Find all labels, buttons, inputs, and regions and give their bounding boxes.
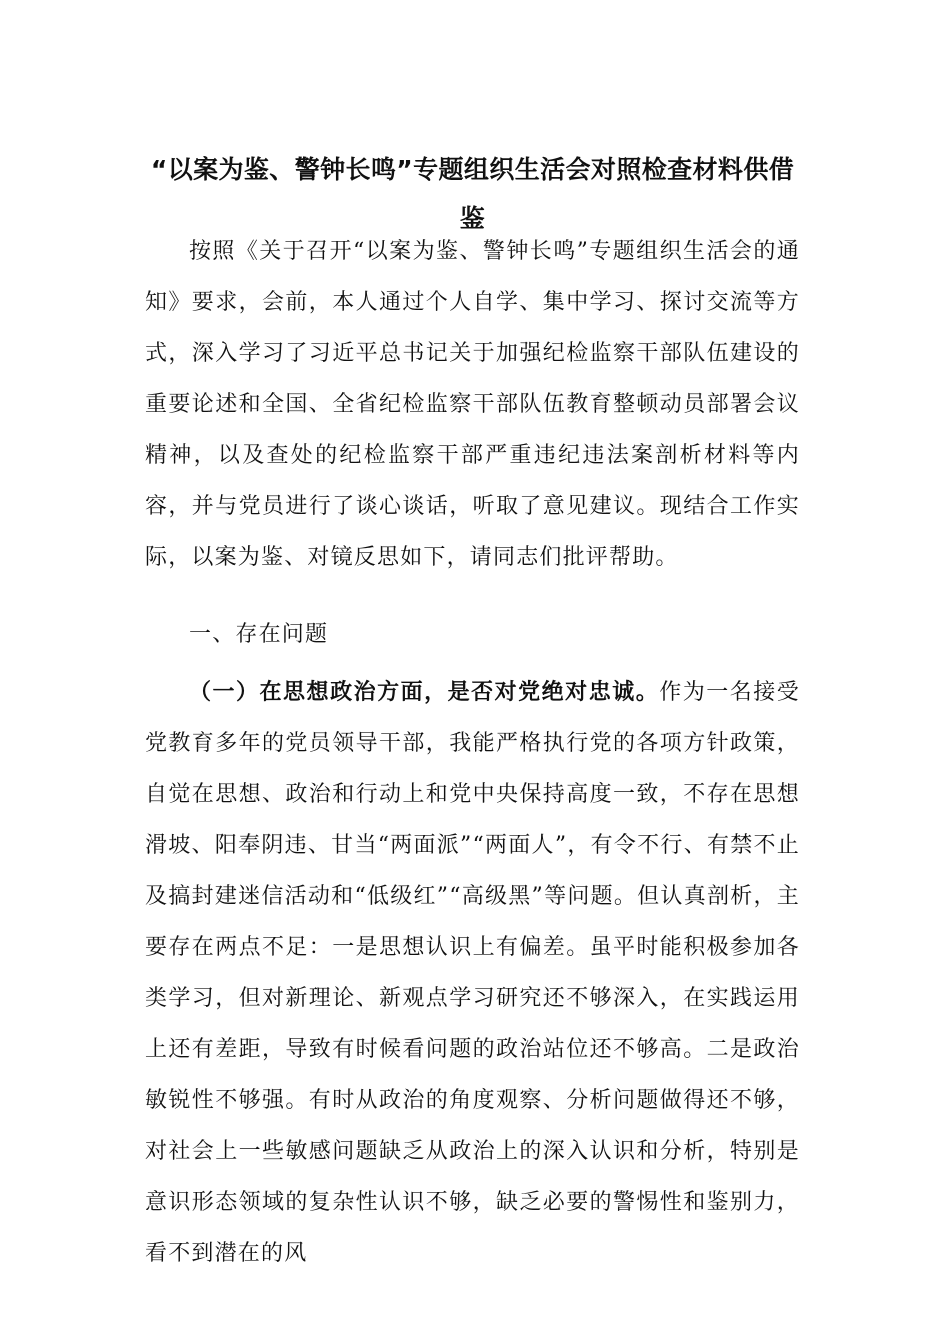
section-heading-problems: 一、存在问题 <box>189 622 329 647</box>
intro-paragraph: 按照《关于召开“以案为鉴、警钟长鸣”专题组织生活会的通知》要求，会前，本人通过个人自学、集中学习、探讨交流等方式，深入学习了习近平总书记关于加强纪检监察干部队伍建设的重要论述和全国、全省纪检监察干部队伍教育整顿动员部署会议精神，以及查处的纪检监察干部严重违纪违法案剖析材料等内容，并与党员进行了谈心谈话，听取了意见建议。现结合工作实际，以案为鉴、对镜反思如下，请同志们批评帮助。 <box>145 239 800 570</box>
subsection-heading-ideology: （一）在思想政治方面，是否对党绝对忠诚。 <box>189 680 660 705</box>
subsection-paragraph-ideology <box>145 667 800 1279</box>
subsection-body-ideology: 作为一名接受党教育多年的党员领导干部，我能严格执行党的各项方针政策，自觉在思想、政治和行动上和党中央保持高度一致，不存在思想滑坡、阳奉阴违、甘当“两面派”“两面人”，有令不行、有禁不止及搞封建迷信活动和“低级红”“高级黑”等问题。但认真剖析，主要存在两点不足：一是思想认识上有偏差。虽平时能积极参加各类学习，但对新理论、新观点学习研究还不够深入，在实践运用上还有差距，导致有时候看问题的政治站位还不够高。二是政治敏锐性不够强。有时从政治的角度观察、分析问题做得还不够，对社会上一些敏感问题缺乏从政治上的深入认识和分析，特别是意识形态领域的复杂性认识不够，缺乏必要的警惕性和鉴别力，看不到潜在的风 <box>145 680 800 1266</box>
document-title: “以案为鉴、警钟长鸣”专题组织生活会对照检查材料供借鉴 <box>150 155 795 233</box>
